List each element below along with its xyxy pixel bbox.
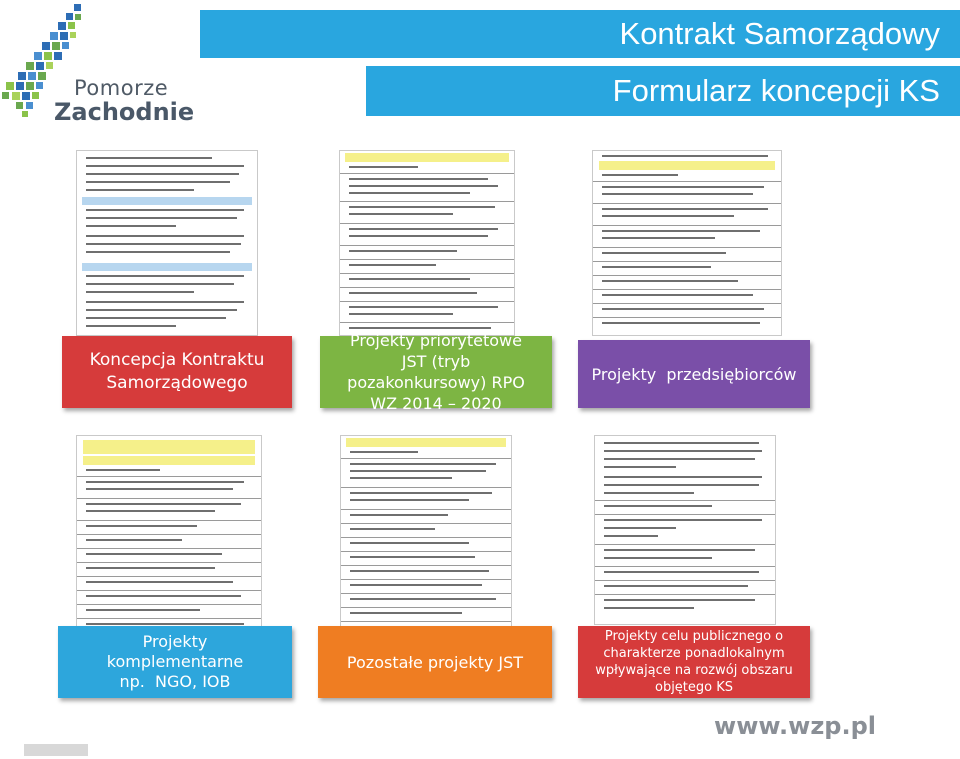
footer-decoration xyxy=(24,744,88,756)
label-business-projects-text: Projekty przedsiębiorców xyxy=(591,364,797,384)
label-other-jst-projects xyxy=(318,626,552,698)
label-priority-projects-text: Projekty priorytetowe JST (tryb pozakonkursowy) RPO WZ 2014 – 2020 xyxy=(347,331,525,413)
label-business-projects xyxy=(578,340,810,408)
website-url[interactable]: www.wzp.pl xyxy=(714,712,876,740)
page-subtitle: Formularz koncepcji KS xyxy=(612,73,940,108)
document-thumbnail-complementary xyxy=(76,435,262,635)
document-thumbnail-public-purpose xyxy=(594,435,776,625)
document-thumbnail-priority xyxy=(339,150,515,336)
label-public-purpose-projects xyxy=(578,626,810,698)
label-other-jst-projects-text: Pozostałe projekty JST xyxy=(346,652,524,672)
label-complementary-projects xyxy=(58,626,292,698)
label-public-purpose-projects-text: Projekty celu publicznego o charakterze ponadlokalnym wpływające na rozwój obszaru objętego KS xyxy=(595,629,793,695)
label-priority-projects xyxy=(320,331,552,413)
subtitle-banner xyxy=(366,66,960,116)
document-thumbnail-business xyxy=(592,150,782,336)
title-banner xyxy=(200,10,960,58)
document-thumbnail-concept xyxy=(76,150,258,336)
label-concept-text: Koncepcja Kontraktu Samorządowego xyxy=(89,350,265,393)
label-concept xyxy=(62,336,292,408)
document-thumbnail-other-jst xyxy=(340,435,512,635)
logo-text-pomorze: Pomorze xyxy=(74,76,169,100)
pomorze-zachodnie-logo xyxy=(0,0,195,130)
logo-text-zachodnie: Zachodnie xyxy=(54,98,195,126)
page-title: Kontrakt Samorządowy xyxy=(619,16,940,51)
label-complementary-projects-text: Projekty komplementarne np. NGO, IOB xyxy=(106,632,249,691)
